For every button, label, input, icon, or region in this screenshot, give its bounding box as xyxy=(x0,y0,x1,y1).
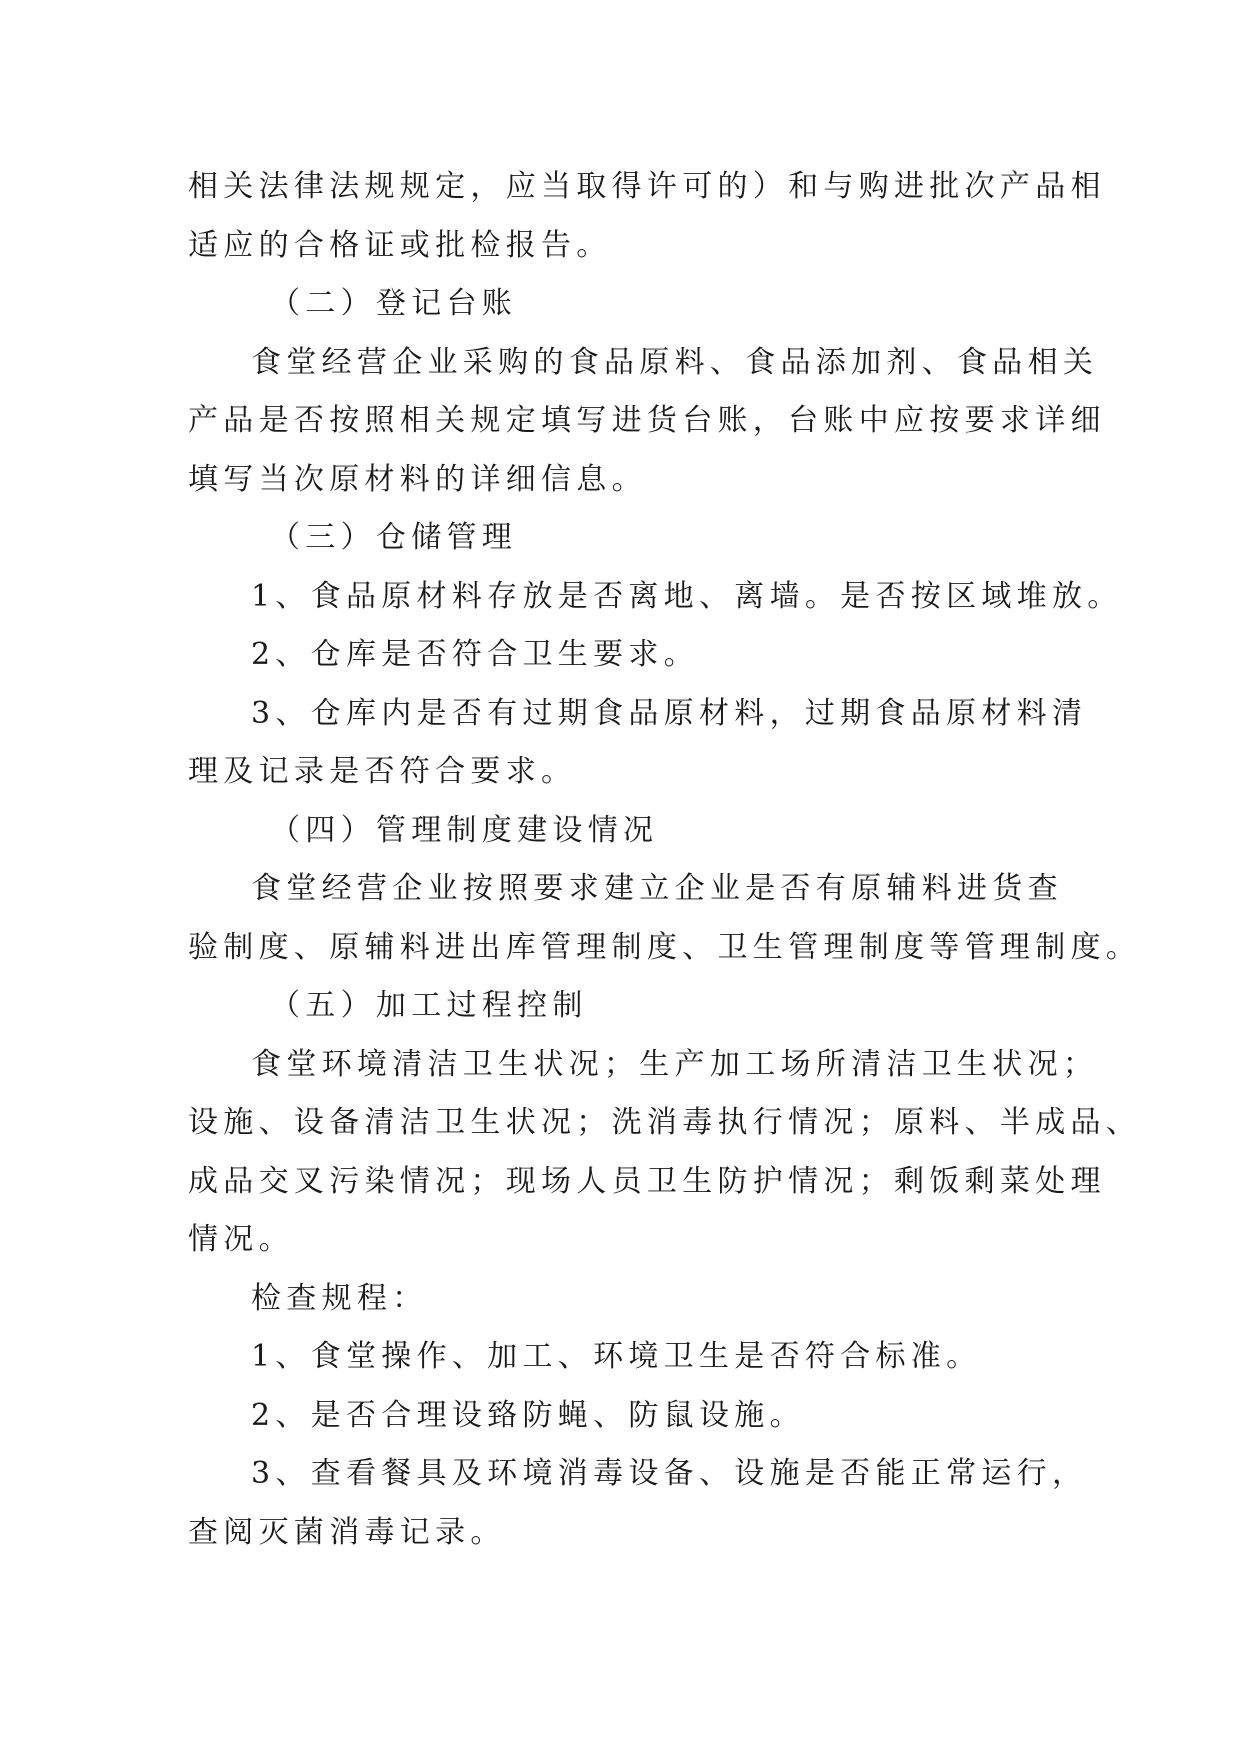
paragraph-line: 产品是否按照相关规定填写进货台账，台账中应按要求详细 xyxy=(188,403,1106,438)
document-body xyxy=(188,158,1142,1562)
paragraph-line: 设施、设备清洁卫生状况；洗消毒执行情况；原料、半成品、 xyxy=(188,1105,1142,1140)
list-item: 3、仓库内是否有过期食品原材料，过期食品原材料清 xyxy=(251,695,1088,731)
list-item: 2、仓库是否符合卫生要求。 xyxy=(251,637,699,672)
paragraph-line: 理及记录是否符合要求。 xyxy=(188,754,577,789)
section-heading-process-control: （五）加工过程控制 xyxy=(270,988,588,1023)
paragraph-line: 相关法律法规规定，应当取得许可的）和与购进批次产品相 xyxy=(188,169,1106,204)
paragraph-line: 食堂环境清洁卫生状况；生产加工场所清洁卫生状况； xyxy=(251,1046,1099,1082)
list-item: 3、查看餐具及环境消毒设备、设施是否能正常运行， xyxy=(251,1456,1088,1491)
section-heading-registration-ledger: （二）登记台账 xyxy=(270,286,518,321)
paragraph-line: 食堂经营企业按照要求建立企业是否有原辅料进货查 xyxy=(251,871,1063,906)
section-heading-management-system: （四）管理制度建设情况 xyxy=(270,812,659,848)
inspection-procedure-label: 检查规程： xyxy=(251,1280,428,1316)
paragraph-line: 填写当次原材料的详细信息。 xyxy=(188,461,647,497)
list-item: 2、是否合理设臵防蝇、防鼠设施。 xyxy=(251,1397,805,1433)
paragraph-line: 查阅灭菌消毒记录。 xyxy=(188,1514,506,1550)
paragraph-line: 验制度、原辅料进出库管理制度、卫生管理制度等管理制度。 xyxy=(188,929,1142,965)
paragraph-line: 成品交叉污染情况；现场人员卫生防护情况；剩饭剩菜处理 xyxy=(188,1163,1106,1199)
paragraph-line: 适应的合格证或批检报告。 xyxy=(188,227,612,263)
list-item: 1、食品原材料存放是否离地、离墙。是否按区域堆放。 xyxy=(251,578,1123,614)
paragraph-line: 情况。 xyxy=(188,1222,294,1257)
section-heading-storage-management: （三）仓储管理 xyxy=(270,520,518,555)
paragraph-line: 食堂经营企业采购的食品原料、食品添加剂、食品相关 xyxy=(251,344,1099,380)
list-item: 1、食堂操作、加工、环境卫生是否符合标准。 xyxy=(251,1339,982,1374)
